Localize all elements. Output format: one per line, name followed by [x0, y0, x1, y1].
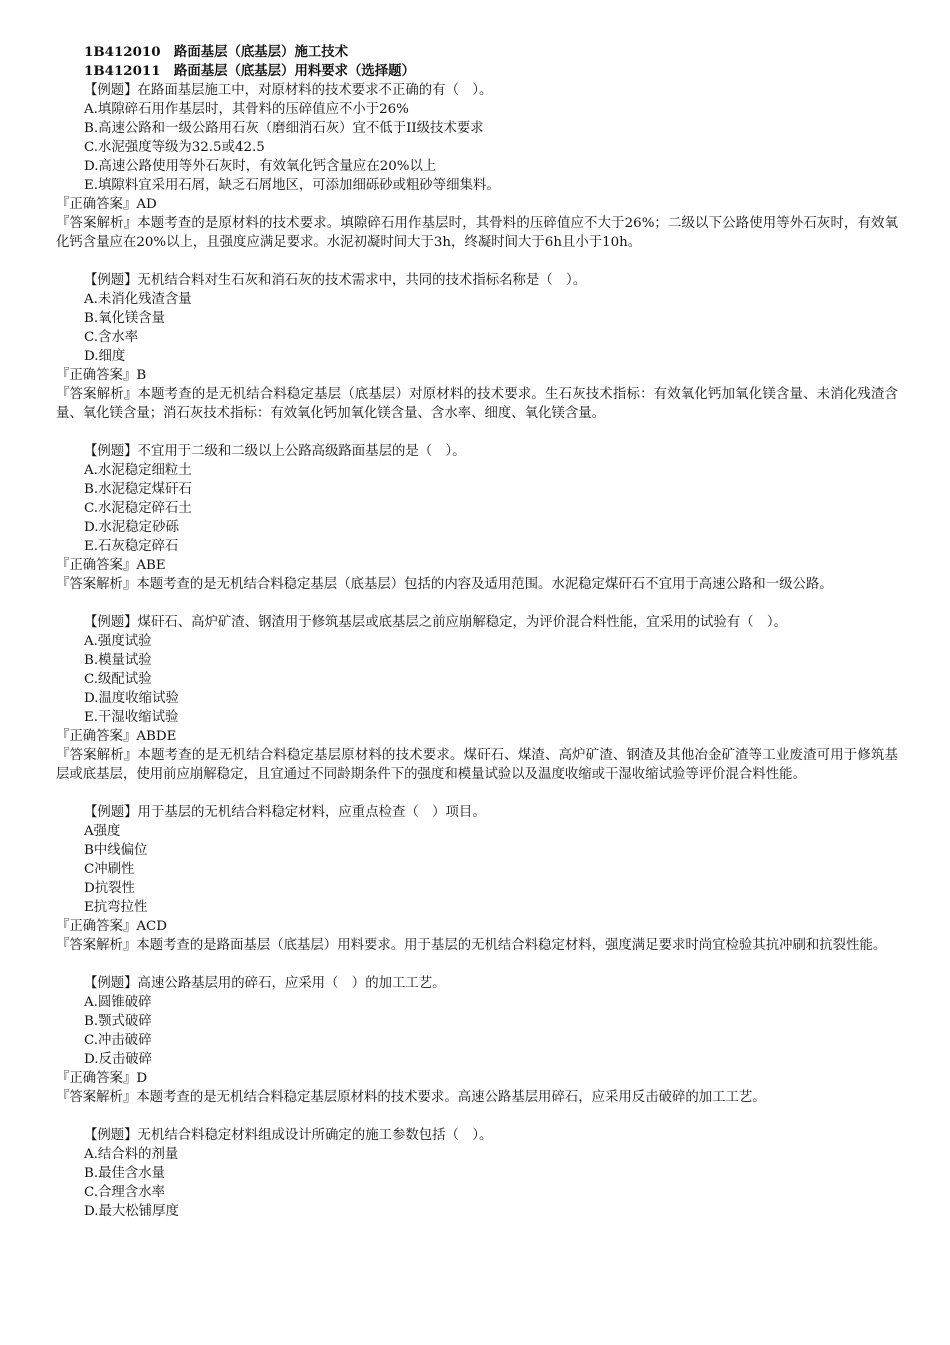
option-a: A强度 — [84, 824, 121, 839]
option-a: A.结合料的剂量 — [84, 1147, 179, 1162]
answer-analysis: 『答案解析』本题考查的是无机结合料稳定基层原材料的技术要求。煤矸石、煤渣、高炉矿渣、钢渣及其他冶金矿渣等工业废渣可用于修筑基层或底基层，使用前应崩解稳定，且宜通过不同龄期条件下的强度和模量试验以及温度收缩或干湿收缩试验等评价混合料性能。 — [56, 748, 898, 782]
option-b: B.氧化镁含量 — [84, 311, 166, 326]
option-c: C冲刷性 — [84, 862, 135, 877]
answer-analysis: 『答案解析』本题考查的是无机结合料稳定基层（底基层）包括的内容及适用范围。水泥稳定煤矸石不宜用于高速公路和一级公路。 — [56, 577, 833, 592]
correct-answer: 『正确答案』B — [56, 368, 147, 383]
option-c: C.含水率 — [84, 330, 139, 345]
answer-analysis: 『答案解析』本题考查的是路面基层（底基层）用料要求。用于基层的无机结合料稳定材料，强度满足要求时尚宜检验其抗冲刷和抗裂性能。 — [56, 938, 887, 953]
option-e: E抗弯拉性 — [84, 900, 148, 915]
option-e: E.填隙料宜采用石屑，缺乏石屑地区，可添加细砾砂或粗砂等细集料。 — [84, 178, 500, 193]
question-block — [56, 442, 898, 594]
option-b: B.模量试验 — [84, 653, 152, 668]
option-c: C.冲击破碎 — [84, 1033, 152, 1048]
correct-answer: 『正确答案』D — [56, 1071, 148, 1086]
option-a: A.强度试验 — [84, 634, 152, 649]
question-block — [56, 271, 898, 423]
option-b: B.颚式破碎 — [84, 1014, 152, 1029]
option-d: D.温度收缩试验 — [84, 691, 179, 706]
option-d: D.细度 — [84, 349, 126, 364]
correct-answer: 『正确答案』ACD — [56, 919, 167, 934]
option-e: E.石灰稳定碎石 — [84, 539, 179, 554]
correct-answer: 『正确答案』ABE — [56, 558, 166, 573]
question-stem: 【例题】不宜用于二级和二级以上公路高级路面基层的是（ ）。 — [84, 444, 466, 459]
option-c: C.级配试验 — [84, 672, 152, 687]
option-a: A.未消化残渣含量 — [84, 292, 192, 307]
option-b: B.高速公路和一级公路用石灰（磨细消石灰）宜不低于II级技术要求 — [84, 121, 484, 136]
option-a: A.圆锥破碎 — [84, 995, 152, 1010]
question-stem: 【例题】高速公路基层用的碎石，应采用（ ）的加工工艺。 — [84, 976, 446, 991]
option-c: C.水泥强度等级为32.5或42.5 — [84, 140, 265, 155]
question-stem: 【例题】用于基层的无机结合料稳定材料，应重点检查（ ）项目。 — [84, 805, 486, 820]
option-d: D.最大松铺厚度 — [84, 1204, 179, 1219]
option-d: D.高速公路使用等外石灰时，有效氧化钙含量应在20%以上 — [84, 159, 437, 174]
correct-answer: 『正确答案』ABDE — [56, 729, 177, 744]
option-b: B.最佳含水量 — [84, 1166, 166, 1181]
question-block — [56, 974, 898, 1107]
question-block — [56, 613, 898, 784]
option-d: D抗裂性 — [84, 881, 135, 896]
option-d: D.反击破碎 — [84, 1052, 153, 1067]
answer-analysis: 『答案解析』本题考查的是无机结合料稳定基层原材料的技术要求。高速公路基层用碎石，应采用反击破碎的加工工艺。 — [56, 1090, 766, 1105]
option-d: D.水泥稳定砂砾 — [84, 520, 179, 535]
option-a: A.填隙碎石用作基层时，其骨料的压碎值应不小于26% — [84, 102, 409, 117]
question-block — [56, 1126, 898, 1221]
section-heading: 1B412010 路面基层（底基层）施工技术 — [84, 44, 349, 60]
answer-analysis: 『答案解析』本题考查的是无机结合料稳定基层（底基层）对原材料的技术要求。生石灰技术指标：有效氧化钙加氧化镁含量、未消化残渣含量、氧化镁含量；消石灰技术指标：有效氧化钙加氧化镁含量、含水率、细度、氧化镁含量。 — [56, 387, 898, 421]
option-c: C.合理含水率 — [84, 1185, 165, 1200]
option-a: A.水泥稳定细粒土 — [84, 463, 192, 478]
option-e: E.干湿收缩试验 — [84, 710, 179, 725]
question-block — [56, 803, 898, 955]
question-stem: 【例题】煤矸石、高炉矿渣、钢渣用于修筑基层或底基层之前应崩解稳定，为评价混合料性能，宜采用的试验有（ ）。 — [84, 615, 787, 630]
correct-answer: 『正确答案』AD — [56, 197, 157, 212]
option-b: B中线偏位 — [84, 843, 148, 858]
subsection-heading: 1B412011 路面基层（底基层）用料要求（选择题） — [84, 63, 415, 79]
question-stem: 【例题】在路面基层施工中，对原材料的技术要求不正确的有（ ）。 — [84, 83, 493, 98]
answer-analysis: 『答案解析』本题考查的是原材料的技术要求。填隙碎石用作基层时，其骨料的压碎值应不大于26%；二级以下公路使用等外石灰时，有效氧化钙含量应在20%以上，且强度应满足要求。水泥初凝时间大于3h，终凝时间大于6h且小于10h。 — [56, 216, 898, 250]
option-c: C.水泥稳定碎石土 — [84, 501, 192, 516]
question-stem: 【例题】无机结合料稳定材料组成设计所确定的施工参数包括（ ）。 — [84, 1128, 493, 1143]
option-b: B.水泥稳定煤矸石 — [84, 482, 192, 497]
question-stem: 【例题】无机结合料对生石灰和消石灰的技术需求中，共同的技术指标名称是（ ）。 — [84, 273, 587, 288]
question-block — [56, 81, 898, 252]
